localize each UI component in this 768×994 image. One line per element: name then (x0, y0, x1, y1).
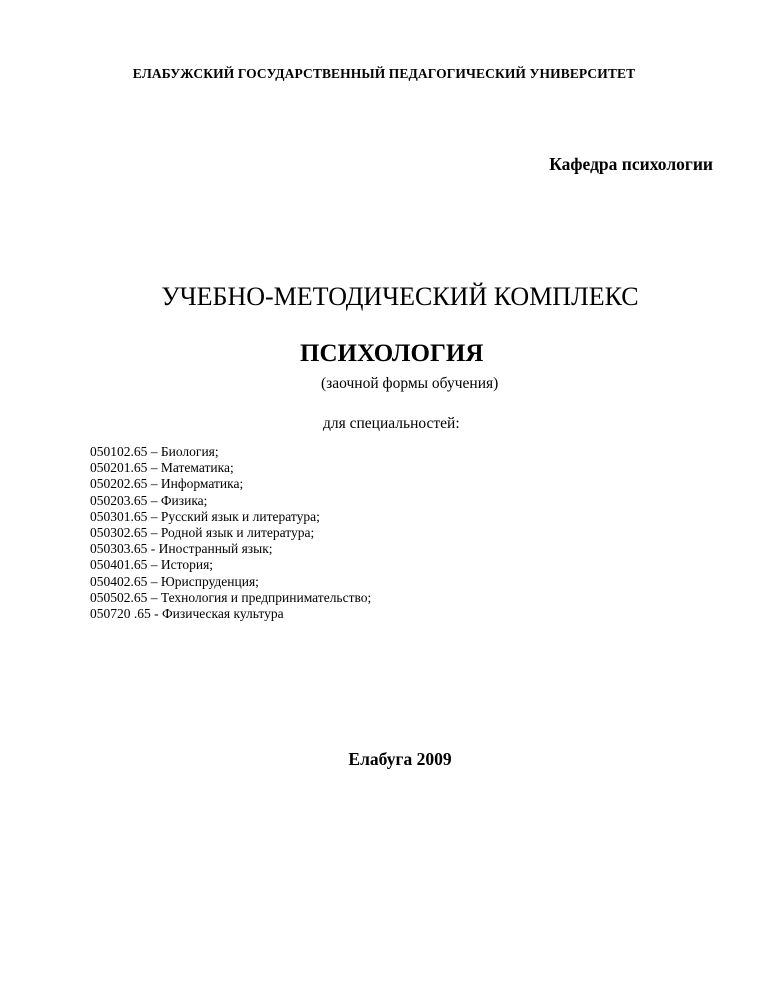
university-name: ЕЛАБУЖСКИЙ ГОСУДАРСТВЕННЫЙ ПЕДАГОГИЧЕСКИЙ УНИВЕРСИТЕТ (132, 66, 636, 81)
specialty-item: 050301.65 – Русский язык и литература; (90, 508, 320, 524)
place-and-year: Елабуга 2009 (348, 749, 452, 769)
specialty-item: 050502.65 – Технология и предпринимательство; (90, 589, 372, 605)
specialties-heading: для специальностей: (323, 415, 460, 432)
document-type-title: УЧЕБНО-МЕТОДИЧЕСКИЙ КОМПЛЕКС (161, 282, 639, 311)
specialty-item: 050102.65 – Биология; (90, 444, 219, 459)
specialty-item: 050203.65 – Физика; (90, 492, 208, 508)
specialty-item: 050202.65 – Информатика; (90, 476, 244, 492)
department-name: Кафедра психологии (549, 154, 713, 174)
study-form-note: (заочной формы обучения) (321, 375, 499, 392)
specialty-item: 050720 .65 - Физическая культура (90, 606, 284, 622)
specialty-item: 050302.65 – Родной язык и литература; (90, 525, 315, 541)
specialty-item: 050402.65 – Юриспруденция; (90, 573, 259, 589)
specialties-list (90, 444, 371, 622)
specialty-item: 050401.65 – История; (90, 557, 214, 573)
subject-title: ПСИХОЛОГИЯ (300, 340, 484, 367)
specialty-item: 050201.65 – Математика; (90, 460, 234, 476)
specialty-item: 050303.65 - Иностранный язык; (90, 541, 273, 557)
